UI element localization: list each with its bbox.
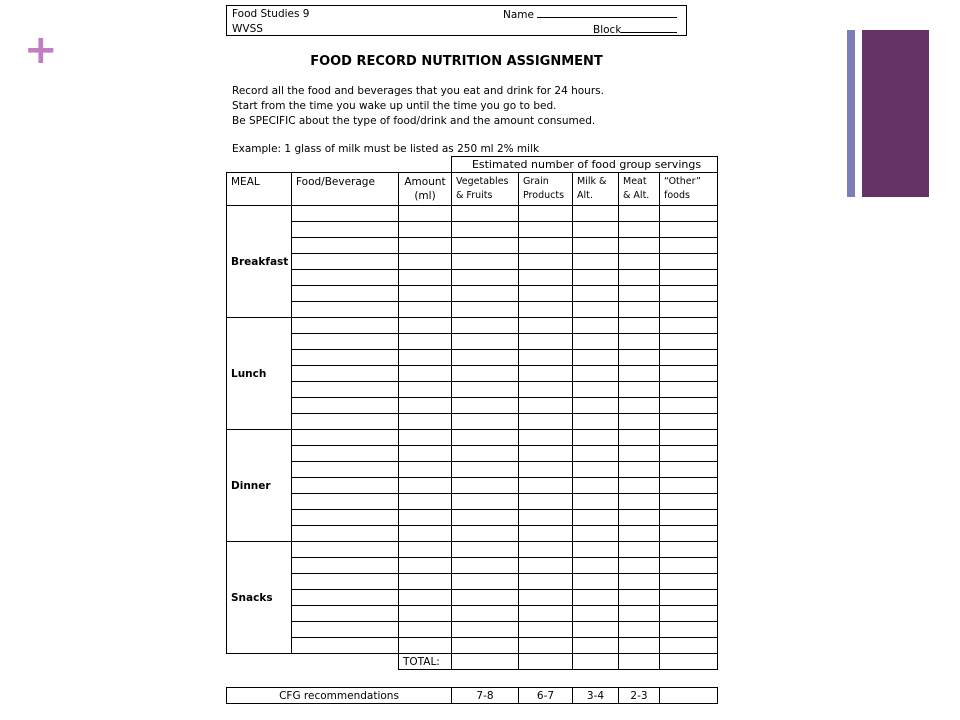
entry-cell[interactable] <box>292 574 399 590</box>
entry-cell[interactable] <box>660 286 718 302</box>
meat-alternatives-column-header: Meat & Alt. <box>619 173 660 206</box>
entry-cell[interactable] <box>519 382 573 398</box>
entry-cell[interactable] <box>573 622 619 638</box>
entry-cell[interactable] <box>660 270 718 286</box>
entry-row <box>227 238 718 254</box>
entry-cell[interactable] <box>292 606 399 622</box>
entry-cell[interactable] <box>573 398 619 414</box>
entry-row <box>227 382 718 398</box>
cfg-recommendations-label: CFG recommendations <box>227 688 452 704</box>
entry-cell[interactable] <box>452 558 519 574</box>
entry-cell[interactable] <box>619 542 660 558</box>
entry-cell[interactable] <box>573 382 619 398</box>
entry-cell[interactable] <box>619 526 660 542</box>
entry-cell[interactable] <box>660 334 718 350</box>
entry-cell[interactable] <box>519 478 573 494</box>
entry-cell[interactable] <box>660 382 718 398</box>
entry-cell[interactable] <box>292 206 399 222</box>
entry-cell[interactable] <box>452 606 519 622</box>
entry-cell[interactable] <box>619 366 660 382</box>
entry-cell[interactable] <box>519 462 573 478</box>
entry-cell[interactable] <box>619 494 660 510</box>
entry-cell[interactable] <box>292 222 399 238</box>
entry-cell[interactable] <box>292 382 399 398</box>
entry-row <box>227 430 718 446</box>
entry-cell[interactable] <box>399 462 452 478</box>
entry-cell[interactable] <box>619 430 660 446</box>
entry-row <box>227 270 718 286</box>
entry-row <box>227 206 718 222</box>
entry-cell[interactable] <box>619 318 660 334</box>
entry-row <box>227 366 718 382</box>
entry-cell[interactable] <box>619 606 660 622</box>
entry-cell[interactable] <box>519 542 573 558</box>
entry-cell[interactable] <box>519 430 573 446</box>
entry-cell[interactable] <box>292 510 399 526</box>
entry-cell[interactable] <box>399 526 452 542</box>
entry-cell[interactable] <box>573 494 619 510</box>
entry-cell[interactable] <box>452 622 519 638</box>
total-cell[interactable] <box>519 654 573 670</box>
entry-cell[interactable] <box>660 526 718 542</box>
entry-cell[interactable] <box>519 254 573 270</box>
entry-row <box>227 574 718 590</box>
worksheet-header-box <box>226 5 687 36</box>
entry-cell[interactable] <box>660 478 718 494</box>
entry-cell[interactable] <box>399 254 452 270</box>
entry-cell[interactable] <box>519 286 573 302</box>
entry-cell[interactable] <box>660 254 718 270</box>
entry-row <box>227 478 718 494</box>
entry-cell[interactable] <box>619 238 660 254</box>
entry-cell[interactable] <box>519 510 573 526</box>
entry-row <box>227 494 718 510</box>
entry-cell[interactable] <box>573 542 619 558</box>
entry-cell[interactable] <box>452 254 519 270</box>
entry-cell[interactable] <box>399 366 452 382</box>
block-field <box>593 23 677 36</box>
entry-cell[interactable] <box>519 350 573 366</box>
entry-cell[interactable] <box>619 286 660 302</box>
total-cell[interactable] <box>573 654 619 670</box>
entry-cell[interactable] <box>452 398 519 414</box>
cfg-value-vegetables-fruits: 7-8 <box>452 688 519 704</box>
entry-cell[interactable] <box>519 318 573 334</box>
entry-cell[interactable] <box>573 302 619 318</box>
entry-cell[interactable] <box>452 478 519 494</box>
course-name: Food Studies 9 <box>232 8 310 20</box>
entry-cell[interactable] <box>519 494 573 510</box>
entry-cell[interactable] <box>292 622 399 638</box>
entry-cell[interactable] <box>573 446 619 462</box>
entry-cell[interactable] <box>452 238 519 254</box>
entry-cell[interactable] <box>292 558 399 574</box>
meal-label-lunch: Lunch <box>227 318 292 430</box>
entry-cell[interactable] <box>660 638 718 654</box>
school-name: WVSS <box>232 23 263 35</box>
entry-row <box>227 334 718 350</box>
entry-cell[interactable] <box>452 446 519 462</box>
name-label: Name <box>503 9 534 21</box>
total-label: TOTAL: <box>399 654 452 670</box>
entry-cell[interactable] <box>452 350 519 366</box>
entry-cell[interactable] <box>519 398 573 414</box>
entry-cell[interactable] <box>292 350 399 366</box>
entry-cell[interactable] <box>660 238 718 254</box>
entry-row <box>227 622 718 638</box>
entry-cell[interactable] <box>452 302 519 318</box>
milk-alternatives-column-header: Milk & Alt. <box>573 173 619 206</box>
entry-cell[interactable] <box>399 206 452 222</box>
cfg-value-other-foods <box>660 688 718 704</box>
other-foods-column-header: “Other” foods <box>660 173 718 206</box>
entry-cell[interactable] <box>619 478 660 494</box>
entry-cell[interactable] <box>452 590 519 606</box>
entry-cell[interactable] <box>452 462 519 478</box>
entry-cell[interactable] <box>452 494 519 510</box>
entry-cell[interactable] <box>660 462 718 478</box>
total-row <box>227 654 718 670</box>
entry-cell[interactable] <box>619 590 660 606</box>
vegetables-fruits-column-header: Vegetables & Fruits <box>452 173 519 206</box>
entry-cell[interactable] <box>660 494 718 510</box>
entry-cell[interactable] <box>660 558 718 574</box>
entry-cell[interactable] <box>452 286 519 302</box>
cfg-value-milk-alternatives: 3-4 <box>573 688 619 704</box>
total-cell[interactable] <box>619 654 660 670</box>
entry-cell[interactable] <box>399 622 452 638</box>
entry-cell[interactable] <box>619 222 660 238</box>
entry-cell[interactable] <box>292 286 399 302</box>
cfg-recommendations-table <box>226 687 718 704</box>
entry-cell[interactable] <box>292 398 399 414</box>
entry-cell[interactable] <box>573 462 619 478</box>
entry-cell[interactable] <box>452 318 519 334</box>
entry-cell[interactable] <box>519 366 573 382</box>
entry-cell[interactable] <box>660 430 718 446</box>
food-record-table <box>226 156 718 670</box>
total-cell[interactable] <box>452 654 519 670</box>
entry-cell[interactable] <box>399 302 452 318</box>
entry-cell[interactable] <box>619 446 660 462</box>
entry-cell[interactable] <box>619 270 660 286</box>
entry-cell[interactable] <box>519 622 573 638</box>
entry-cell[interactable] <box>619 302 660 318</box>
cfg-value-meat-alternatives: 2-3 <box>619 688 660 704</box>
entry-cell[interactable] <box>573 366 619 382</box>
entry-cell[interactable] <box>519 414 573 430</box>
entry-row <box>227 446 718 462</box>
entry-cell[interactable] <box>292 638 399 654</box>
entry-cell[interactable] <box>292 334 399 350</box>
entry-cell[interactable] <box>573 430 619 446</box>
entry-cell[interactable] <box>292 590 399 606</box>
name-blank <box>537 8 677 18</box>
entry-cell[interactable] <box>573 206 619 222</box>
entry-row <box>227 462 718 478</box>
meal-column-header: MEAL <box>227 173 292 206</box>
entry-cell[interactable] <box>292 270 399 286</box>
entry-cell[interactable] <box>399 478 452 494</box>
entry-cell[interactable] <box>519 302 573 318</box>
entry-cell[interactable] <box>399 334 452 350</box>
entry-cell[interactable] <box>399 430 452 446</box>
entry-cell[interactable] <box>573 222 619 238</box>
entry-cell[interactable] <box>292 238 399 254</box>
entry-cell[interactable] <box>660 206 718 222</box>
entry-cell[interactable] <box>573 526 619 542</box>
entry-row <box>227 350 718 366</box>
entry-cell[interactable] <box>573 478 619 494</box>
entry-cell[interactable] <box>519 222 573 238</box>
entry-cell[interactable] <box>573 350 619 366</box>
entry-cell[interactable] <box>619 334 660 350</box>
entry-cell[interactable] <box>292 462 399 478</box>
entry-cell[interactable] <box>660 414 718 430</box>
entry-row <box>227 590 718 606</box>
entry-row <box>227 510 718 526</box>
entry-row <box>227 526 718 542</box>
entry-cell[interactable] <box>399 606 452 622</box>
instruction-line: Record all the food and beverages that you eat and drink for 24 hours. <box>232 85 604 97</box>
entry-cell[interactable] <box>399 558 452 574</box>
entry-cell[interactable] <box>399 638 452 654</box>
entry-row <box>227 398 718 414</box>
cfg-value-grain-products: 6-7 <box>519 688 573 704</box>
entry-cell[interactable] <box>660 446 718 462</box>
entry-cell[interactable] <box>660 366 718 382</box>
entry-cell[interactable] <box>619 206 660 222</box>
entry-cell[interactable] <box>619 558 660 574</box>
entry-cell[interactable] <box>519 270 573 286</box>
entry-cell[interactable] <box>519 526 573 542</box>
entry-cell[interactable] <box>573 286 619 302</box>
entry-cell[interactable] <box>452 526 519 542</box>
entry-cell[interactable] <box>399 510 452 526</box>
worksheet-title: FOOD RECORD NUTRITION ASSIGNMENT <box>310 54 603 69</box>
entry-cell[interactable] <box>573 414 619 430</box>
entry-row <box>227 638 718 654</box>
entry-cell[interactable] <box>399 382 452 398</box>
entry-cell[interactable] <box>519 206 573 222</box>
food-beverage-column-header: Food/Beverage <box>292 173 399 206</box>
entry-cell[interactable] <box>399 238 452 254</box>
plus-icon: + <box>24 27 58 73</box>
entry-cell[interactable] <box>619 398 660 414</box>
entry-row <box>227 558 718 574</box>
entry-cell[interactable] <box>519 558 573 574</box>
entry-row <box>227 222 718 238</box>
entry-cell[interactable] <box>619 638 660 654</box>
entry-cell[interactable] <box>399 318 452 334</box>
entry-cell[interactable] <box>660 574 718 590</box>
entry-cell[interactable] <box>399 350 452 366</box>
entry-cell[interactable] <box>573 558 619 574</box>
entry-cell[interactable] <box>292 254 399 270</box>
decorative-thick-bar <box>862 30 929 197</box>
entry-cell[interactable] <box>292 478 399 494</box>
entry-cell[interactable] <box>619 462 660 478</box>
entry-cell[interactable] <box>619 254 660 270</box>
entry-cell[interactable] <box>619 382 660 398</box>
entry-cell[interactable] <box>399 222 452 238</box>
entry-row <box>227 542 718 558</box>
entry-cell[interactable] <box>292 542 399 558</box>
entry-cell[interactable] <box>660 398 718 414</box>
entry-cell[interactable] <box>399 414 452 430</box>
decorative-thin-bar <box>847 30 855 197</box>
entry-cell[interactable] <box>573 270 619 286</box>
entry-cell[interactable] <box>452 510 519 526</box>
entry-cell[interactable] <box>519 574 573 590</box>
example-note: Example: 1 glass of milk must be listed as 250 ml 2% milk <box>232 143 540 155</box>
entry-cell[interactable] <box>452 574 519 590</box>
entry-cell[interactable] <box>292 446 399 462</box>
entry-cell[interactable] <box>619 622 660 638</box>
entry-cell[interactable] <box>660 590 718 606</box>
total-cell[interactable] <box>660 654 718 670</box>
entry-cell[interactable] <box>399 590 452 606</box>
entry-cell[interactable] <box>619 414 660 430</box>
entry-cell[interactable] <box>292 318 399 334</box>
entry-cell[interactable] <box>619 510 660 526</box>
entry-cell[interactable] <box>399 398 452 414</box>
entry-cell[interactable] <box>292 526 399 542</box>
entry-cell[interactable] <box>573 334 619 350</box>
grain-products-column-header: Grain Products <box>519 173 573 206</box>
entry-cell[interactable] <box>399 494 452 510</box>
entry-cell[interactable] <box>452 334 519 350</box>
entry-cell[interactable] <box>519 238 573 254</box>
entry-cell[interactable] <box>660 542 718 558</box>
entry-row <box>227 254 718 270</box>
instruction-line: Start from the time you wake up until the time you go to bed. <box>232 100 557 112</box>
amount-column-header: Amount (ml) <box>399 173 452 206</box>
entry-row <box>227 302 718 318</box>
entry-cell[interactable] <box>619 350 660 366</box>
meal-label-breakfast: Breakfast <box>227 206 292 318</box>
entry-cell[interactable] <box>519 638 573 654</box>
block-blank <box>621 23 677 33</box>
entry-cell[interactable] <box>452 222 519 238</box>
entry-cell[interactable] <box>399 286 452 302</box>
block-label: Block <box>593 24 622 36</box>
entry-cell[interactable] <box>573 254 619 270</box>
entry-cell[interactable] <box>399 270 452 286</box>
entry-cell[interactable] <box>660 622 718 638</box>
entry-cell[interactable] <box>573 510 619 526</box>
entry-cell[interactable] <box>519 606 573 622</box>
entry-cell[interactable] <box>573 590 619 606</box>
entry-cell[interactable] <box>619 574 660 590</box>
entry-cell[interactable] <box>660 510 718 526</box>
entry-row <box>227 606 718 622</box>
entry-cell[interactable] <box>573 574 619 590</box>
entry-cell[interactable] <box>292 366 399 382</box>
instruction-line: Be SPECIFIC about the type of food/drink and the amount consumed. <box>232 115 596 127</box>
entry-cell[interactable] <box>292 414 399 430</box>
entry-cell[interactable] <box>660 302 718 318</box>
entry-row <box>227 318 718 334</box>
meal-label-snacks: Snacks <box>227 542 292 654</box>
entry-cell[interactable] <box>452 270 519 286</box>
entry-row <box>227 286 718 302</box>
entry-cell[interactable] <box>573 238 619 254</box>
entry-cell[interactable] <box>452 430 519 446</box>
entry-cell[interactable] <box>519 334 573 350</box>
meal-label-dinner: Dinner <box>227 430 292 542</box>
entry-cell[interactable] <box>573 606 619 622</box>
entry-cell[interactable] <box>452 542 519 558</box>
entry-cell[interactable] <box>292 302 399 318</box>
entry-cell[interactable] <box>452 206 519 222</box>
entry-cell[interactable] <box>452 638 519 654</box>
entry-cell[interactable] <box>452 382 519 398</box>
name-field <box>503 8 677 21</box>
entry-cell[interactable] <box>573 318 619 334</box>
entry-cell[interactable] <box>573 638 619 654</box>
entry-cell[interactable] <box>452 414 519 430</box>
entry-cell[interactable] <box>292 430 399 446</box>
entry-cell[interactable] <box>399 446 452 462</box>
entry-cell[interactable] <box>399 574 452 590</box>
entry-cell[interactable] <box>660 318 718 334</box>
entry-cell[interactable] <box>660 350 718 366</box>
entry-cell[interactable] <box>452 366 519 382</box>
entry-row <box>227 414 718 430</box>
entry-cell[interactable] <box>519 446 573 462</box>
entry-cell[interactable] <box>399 542 452 558</box>
entry-cell[interactable] <box>292 494 399 510</box>
food-group-servings-header: Estimated number of food group servings <box>452 157 718 173</box>
entry-cell[interactable] <box>519 590 573 606</box>
entry-cell[interactable] <box>660 222 718 238</box>
entry-cell[interactable] <box>660 606 718 622</box>
